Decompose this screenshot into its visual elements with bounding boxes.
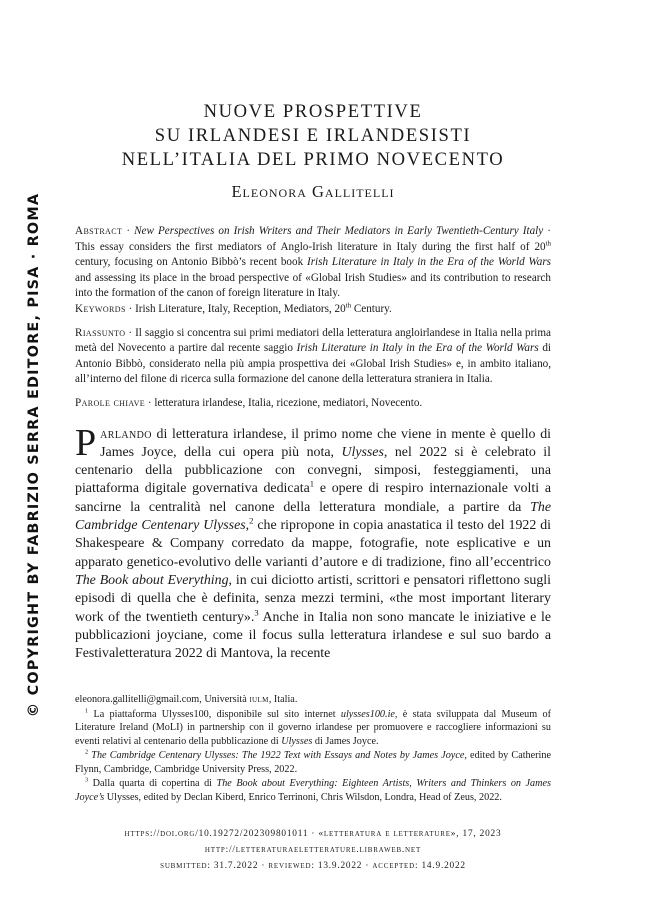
article-page bbox=[75, 100, 551, 663]
author-name: Eleonora Gallitelli bbox=[231, 182, 395, 201]
work-title: The Book about Everything bbox=[75, 572, 229, 588]
footnote-ref[interactable]: 2 bbox=[249, 515, 254, 526]
separator: · bbox=[122, 225, 135, 237]
work-title: The Cambridge Centenary Ulysses bbox=[75, 499, 551, 534]
website-line[interactable]: http://letteraturaeletterature.libraweb.net bbox=[204, 845, 422, 855]
body-paragraph bbox=[75, 421, 551, 664]
work-title: Ulysses bbox=[281, 735, 313, 747]
body-text-run: , nel 2022 si è celebrato il centenario della pubblicazione con convegni, simposi, festeggiamenti, una piattaforma digitale governativa dedicata bbox=[75, 444, 551, 497]
body-text-run: Anche in Italia non sono mancate le iniziative e le pubblicazioni joyciane, come il focus sulla letteratura irlandese e sul suo bardo a Festivaletteratura 2022 di Mantova, la recente bbox=[75, 609, 551, 662]
contact-email[interactable]: eleonora.gallitelli@gmail.com, Università bbox=[75, 694, 250, 705]
body-text-run: che ripropone in copia anastatica il testo del 1922 di Shakespeare & Company corredato da mappe, fotografie, note esplicative e un apparato genetico-evolutivo delle varianti d’autore e di tradizione, fino all’eccentrico bbox=[75, 518, 551, 570]
doi-line[interactable]: https://doi.org/10.19272/202309801011 · «letteratura e letterature», 17, 2023 bbox=[124, 829, 502, 839]
ordinal-sup: th bbox=[545, 239, 551, 247]
book-title: Irish Literature in Italy in the Era of the World Wars bbox=[296, 342, 539, 355]
footnote-text: , è stata sviluppata dal Museum of Literature Ireland (MoLI) in partnership con il governo irlandese per promuovere e raccogliere informazioni su eventi relativi al centenario della pubblicazione di bbox=[75, 708, 551, 747]
page-footer bbox=[75, 826, 551, 874]
book-title: Irish Literature in Italy in the Era of the World Wars bbox=[307, 256, 551, 269]
drop-cap: P bbox=[75, 421, 97, 464]
keywords-text: Irish Literature, Italy, Reception, Mediators, 20 bbox=[135, 302, 346, 315]
footnote-ref[interactable]: 1 bbox=[309, 478, 315, 489]
article-title bbox=[75, 100, 551, 172]
body-text-run: e opere di respiro internazionale volti a sancirne la centralità nel canone della letteratura mondiale, a partire da bbox=[75, 481, 551, 515]
riassunto-text: Il saggio si concentra sui primi mediatori della letteratura angloirlandese in Italia nella prima metà del Novecento a partire dal recente saggio bbox=[75, 326, 551, 355]
footnote-1 bbox=[75, 708, 551, 749]
riassunto-label: Riassunto bbox=[75, 326, 126, 339]
title-line-3: NELL’ITALIA DEL PRIMO NOVECENTO bbox=[121, 149, 505, 170]
parole-chiave-label: Parole chiave bbox=[75, 396, 146, 409]
footnote-2 bbox=[75, 749, 551, 776]
work-title: Ulysses bbox=[341, 444, 384, 460]
title-line-1: NUOVE PROSPETTIVE bbox=[203, 101, 423, 122]
title-line-2: SU IRLANDESI E IRLANDESISTI bbox=[154, 125, 472, 146]
abstract-section bbox=[75, 224, 551, 412]
footnote-number: 2 bbox=[85, 748, 89, 756]
footnote-number: 3 bbox=[85, 776, 89, 784]
body-text-run: , bbox=[245, 518, 250, 534]
keywords-en bbox=[75, 302, 551, 318]
footnote-text: Dalla quarta di copertina di bbox=[88, 778, 217, 789]
contact-text: , Italia. bbox=[268, 694, 298, 705]
separator: · bbox=[125, 326, 136, 339]
abstract-text: century, focusing on Antonio Bibbò’s recent book bbox=[75, 256, 307, 269]
copyright-sidebar bbox=[22, 192, 46, 718]
abstract-label: Abstract bbox=[75, 225, 123, 237]
abstract-text: · This essay considers the first mediators of Anglo-Irish literature in Italy during the first half of 20 bbox=[75, 225, 552, 253]
footnote-text: di James Joyce. bbox=[312, 735, 379, 747]
keywords-label: Keywords bbox=[75, 302, 126, 315]
ordinal-sup: th bbox=[345, 302, 352, 310]
separator: · bbox=[145, 396, 155, 409]
footnote-text: , edited by Catherine Flynn, Cambridge, Cambridge University Press, 2022. bbox=[75, 750, 551, 775]
footnote-number: 1 bbox=[85, 707, 89, 715]
body-text-run: , in cui diciotto artisti, scrittori e pensatori riflettono sugli episodi di quella che è definita, senza mezzi termini, «the most important literary work of the twentieth century». bbox=[75, 572, 551, 625]
dates-line: submitted: 31.7.2022 · reviewed: 13.9.2022 · accepted: 14.9.2022 bbox=[160, 861, 466, 871]
abstract-en bbox=[75, 224, 551, 302]
footnotes bbox=[75, 693, 551, 805]
copyright-text: © COPYRIGHT BY FABRIZIO SERRA EDITORE, PISA · ROMA bbox=[26, 192, 42, 718]
body-text bbox=[75, 421, 551, 664]
keywords-text: letteratura irlandese, Italia, ricezione, mediatori, Novecento. bbox=[154, 396, 423, 409]
riassunto-text: di Antonio Bibbò, considerato nella più ampia prospettiva dei «Global Irish Studies» e, in ambito italiano, all’interno del filone di ricerca sulla formazione del canone della letteratura straniera in Italia. bbox=[75, 342, 551, 386]
footnote-3 bbox=[75, 777, 551, 804]
work-title: The Cambridge Centenary Ulysses: The 1922 Text with Essays and Notes by James Joyce bbox=[91, 750, 465, 761]
keywords-text: Century. bbox=[351, 302, 392, 315]
work-title: The Book about Everything: Eighteen Artists, Writers and Thinkers on James Joyce’s bbox=[75, 778, 551, 803]
footnote-ref[interactable]: 3 bbox=[254, 606, 259, 617]
footnote-text: La piattaforma Ulysses100, disponibile sul sito internet bbox=[88, 708, 341, 720]
english-title: New Perspectives on Irish Writers and Their Mediators in Early Twentieth-Century Italy bbox=[134, 225, 544, 237]
separator: · bbox=[125, 302, 136, 315]
author-contact bbox=[75, 693, 551, 707]
lead-word: arlando bbox=[100, 426, 152, 442]
footnote-text: Ulysses, edited by Declan Kiberd, Enrico Terrinoni, Chris Wilsdon, Londra, Head of Zeus, 2022. bbox=[104, 791, 502, 803]
institution: iulm bbox=[249, 694, 269, 705]
keywords-it bbox=[75, 396, 551, 412]
body-text-run: di letteratura irlandese, il primo nome che viene in mente è quello di James Joyce, della cui opera più nota, bbox=[100, 426, 551, 460]
footnote-url[interactable]: ulysses100.ie bbox=[340, 708, 395, 720]
abstract-text: and assessing its place in the broad perspective of «Global Irish Studies» and its contribution to research into the formation of the canon of foreign literature in Italy. bbox=[75, 271, 551, 300]
riassunto-it bbox=[75, 326, 551, 388]
